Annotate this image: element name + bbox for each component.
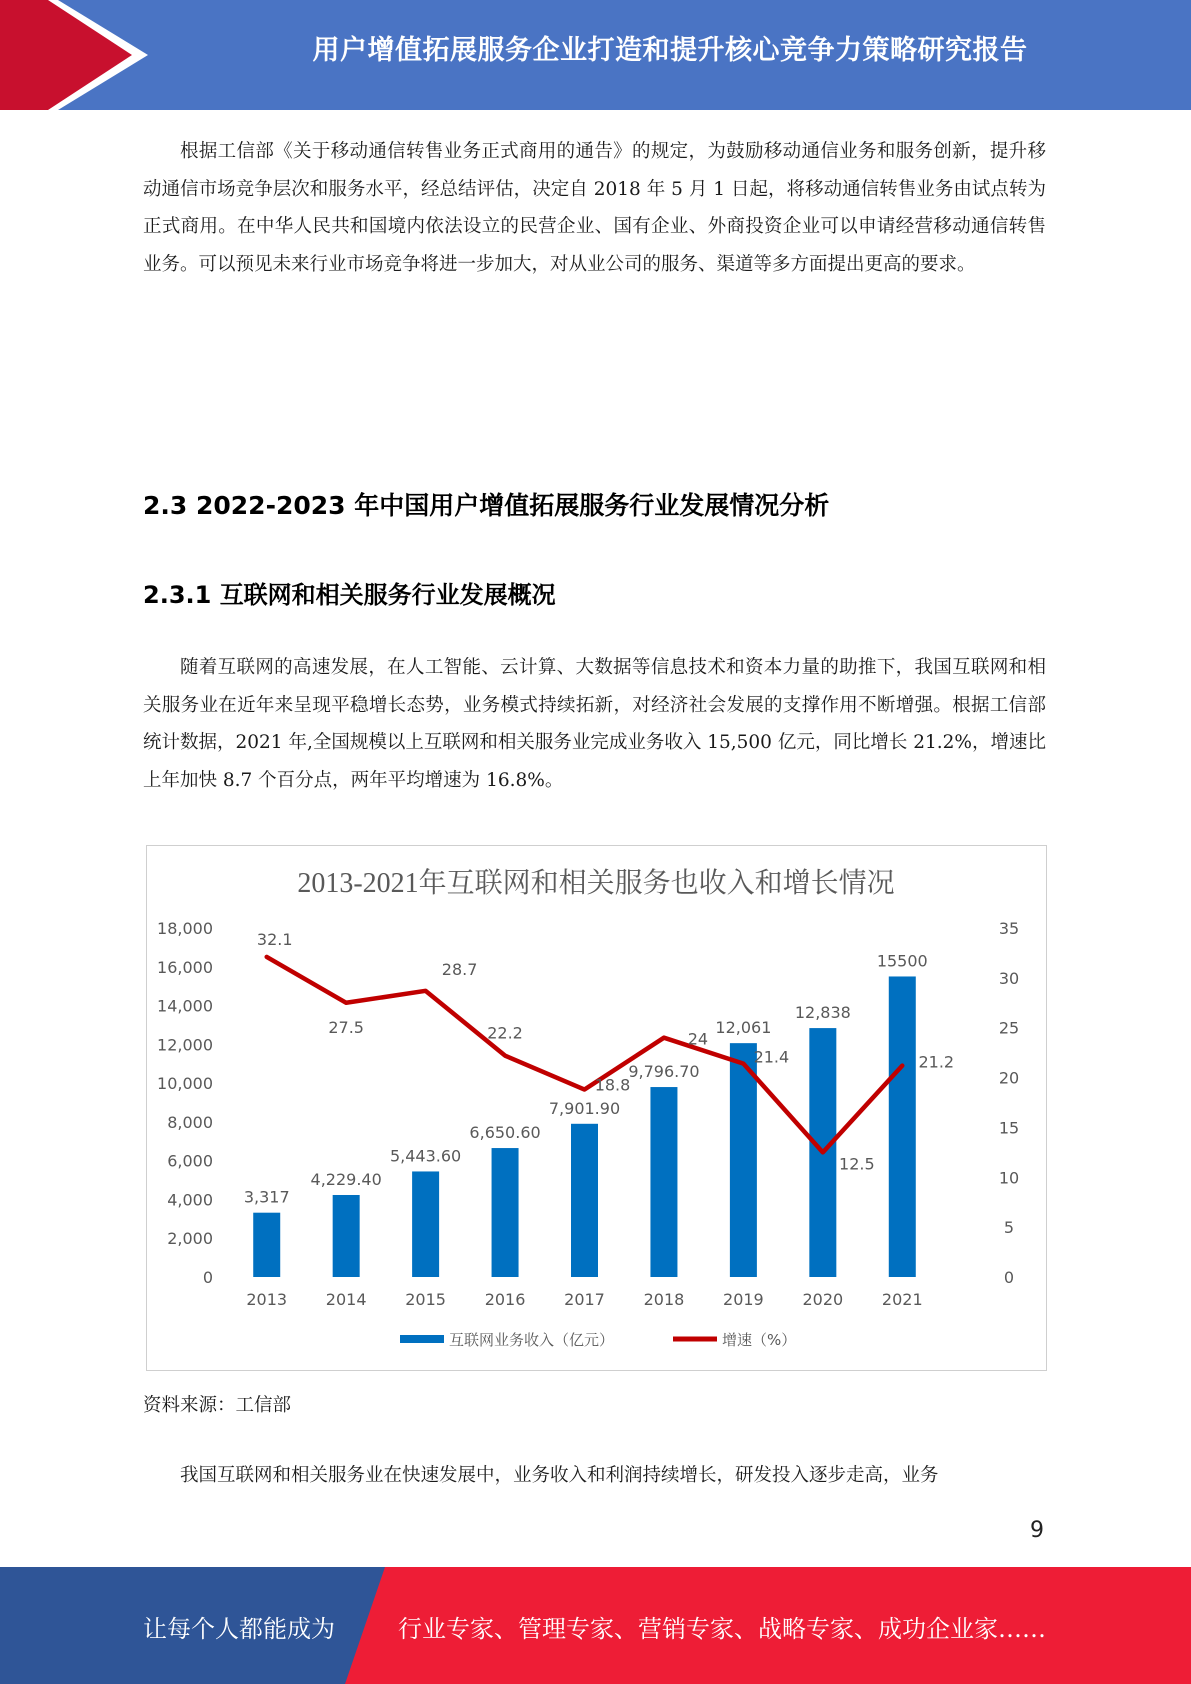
x-axis-tick-label: 2015 [405,1290,446,1309]
x-axis-tick-label: 2013 [246,1290,288,1309]
body-paragraph-1: 根据工信部《关于移动通信转售业务正式商用的通告》的规定，为鼓励移动通信业务和服务创新，提升移动通信市场竞争层次和服务水平，经总结评估，决定自 2018 年 5 月 1 日起，将移动通信转售业务由试点转为正式商用。在中华人民共和国境内依法设立的民营企业、国有企业、外商投资企业可以申请经营移动通信转售业务。可以预见未来行业市场竞争将进一步加大，对从业公司的服务、渠道等多方面提出更高的要求。 [143,141,1046,275]
x-axis-ticks [246,1290,922,1309]
bar [333,1195,360,1277]
x-axis-tick-label: 2021 [881,1290,923,1309]
bar-data-label: 5,443.60 [389,1146,462,1166]
right-axis-tick-label: 0 [1003,1268,1015,1287]
left-axis-tick-label: 10,000 [157,1074,213,1094]
left-axis-tick-label: 8,000 [167,1112,213,1132]
bar-data-label: 12,061 [715,1018,772,1038]
line-data-label: 21.4 [753,1047,790,1067]
x-axis-tick-label: 2020 [802,1290,844,1309]
x-axis-tick-label: 2018 [643,1290,685,1309]
line-series [267,957,903,1152]
x-axis-tick-label: 2016 [484,1290,526,1309]
header-banner [0,0,1191,110]
left-axis-tick-label: 4,000 [167,1190,213,1210]
header-chevron-decoration [0,0,160,110]
body-paragraph-2: 随着互联网的高速发展，在人工智能、云计算、大数据等信息技术和资本力量的助推下，我国互联网和相关服务业在近年来呈现平稳增长态势，业务模式持续拓新，对经济社会发展的支撑作用不断增强。根据工信部统计数据，2021 年,全国规模以上互联网和相关服务业完成业务收入 15,500 亿元，同比增长 21.2%，增速比上年加快 8.7 个百分点，两年平均增速为 16.8%。 [143,657,1046,791]
bar-data-label: 7,901.90 [548,1098,621,1118]
left-axis-tick-label: 6,000 [167,1151,213,1171]
legend-label-growth: 增速（%） [722,1331,797,1349]
bar [492,1148,519,1277]
x-axis-tick-label: 2017 [564,1290,605,1309]
bar-data-label: 15500 [876,951,928,971]
line-data-label: 22.2 [487,1023,523,1043]
revenue-growth-chart [146,845,1047,1371]
bar [650,1087,677,1277]
line-data-labels [257,930,954,1173]
line-data-label: 21.2 [918,1052,955,1072]
line-data-label: 12.5 [839,1154,875,1174]
chart-source-note: 资料来源：工信部 [143,1395,292,1416]
bar [889,976,916,1277]
bar [571,1124,598,1277]
chart-legend [400,1331,796,1349]
bar [412,1171,439,1277]
right-axis-tick-label: 20 [998,1068,1020,1088]
legend-swatch-revenue [400,1335,444,1343]
footer-banner [0,1567,1191,1684]
footer-slogan-right: 行业专家、管理专家、营销专家、战略专家、成功企业家…… [398,1615,1046,1643]
right-axis-tick-label: 5 [1003,1218,1015,1238]
bar-data-label: 6,650.60 [469,1123,541,1143]
line-data-label: 18.8 [594,1075,631,1095]
bar-data-label: 3,317 [243,1187,290,1207]
body-paragraph-3: 我国互联网和相关服务业在快速发展中，业务收入和利润持续增长，研发投入逐步走高，业务 [180,1465,939,1486]
bar [730,1043,757,1277]
bar-data-label: 12,838 [794,1003,851,1023]
left-axis-tick-label: 2,000 [167,1229,213,1249]
page-number: 9 [1030,1518,1044,1543]
legend-label-revenue: 互联网业务收入（亿元） [449,1331,615,1349]
line-data-label: 24 [687,1029,709,1049]
section-heading-2-3-1: 2.3.1 互联网和相关服务行业发展概况 [143,581,556,609]
left-axis-tick-label: 18,000 [157,919,213,938]
bar [253,1213,280,1277]
chart-canvas [147,846,1046,1370]
left-axis [157,919,213,1287]
left-axis-tick-label: 16,000 [157,957,213,977]
line-data-label: 27.5 [328,1017,364,1037]
line-data-label: 28.7 [441,959,478,979]
right-axis-tick-label: 10 [998,1168,1020,1188]
bar-data-label: 9,796.70 [628,1062,700,1082]
right-axis [999,919,1019,1287]
report-title: 用户增值拓展服务企业打造和提升核心竞争力策略研究报告 [312,35,1028,66]
section-heading-2-3: 2.3 2022-2023 年中国用户增值拓展服务行业发展情况分析 [143,491,830,520]
x-axis-tick-label: 2019 [723,1290,764,1309]
line-data-label: 32.1 [256,929,293,949]
right-axis-tick-label: 35 [998,919,1020,938]
left-axis-tick-label: 14,000 [157,996,213,1016]
chart-title: 2013-2021年互联网和相关服务也收入和增长情况 [297,868,895,899]
bar-data-label: 4,229.40 [310,1169,382,1189]
x-axis-tick-label: 2014 [325,1290,367,1309]
right-axis-tick-label: 25 [998,1018,1020,1038]
left-axis-tick-label: 12,000 [157,1035,213,1055]
left-axis-tick-label: 0 [202,1268,213,1287]
footer-slogan-left: 让每个人都能成为 [143,1615,335,1643]
right-axis-tick-label: 15 [998,1118,1020,1138]
growth-line [267,957,903,1152]
right-axis-tick-label: 30 [998,968,1020,988]
